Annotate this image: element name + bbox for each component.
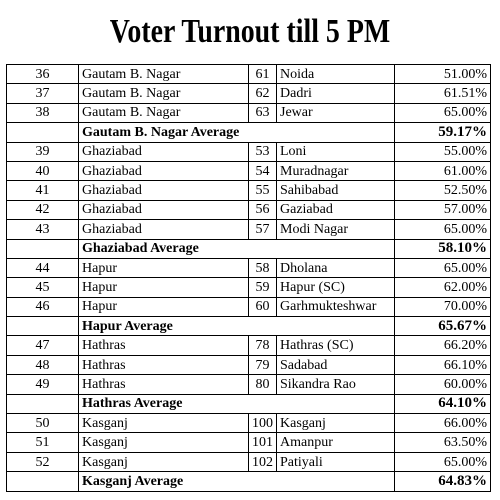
turnout-percentage: 70.00%: [395, 297, 491, 316]
district-name: Gautam B. Nagar: [79, 103, 249, 122]
serial-number: 50: [7, 414, 79, 433]
turnout-table-body: [7, 65, 491, 492]
constituency-number: 80: [249, 375, 277, 394]
constituency-row: [7, 336, 491, 355]
serial-number: 52: [7, 452, 79, 471]
constituency-row: [7, 103, 491, 122]
constituency-name: Garhmukteshwar: [277, 297, 395, 316]
constituency-name: Dholana: [277, 258, 395, 277]
blank-cell: [7, 123, 79, 142]
constituency-row: [7, 220, 491, 239]
district-name: Kasganj: [79, 433, 249, 452]
turnout-percentage: 57.00%: [395, 200, 491, 219]
constituency-row: [7, 297, 491, 316]
constituency-row: [7, 65, 491, 84]
turnout-percentage: 52.50%: [395, 181, 491, 200]
constituency-number: 60: [249, 297, 277, 316]
constituency-row: [7, 433, 491, 452]
serial-number: 43: [7, 220, 79, 239]
constituency-number: 53: [249, 142, 277, 161]
constituency-number: 62: [249, 84, 277, 103]
blank-cell: [7, 394, 79, 413]
page-title: Voter Turnout till 5 PM: [109, 13, 391, 50]
constituency-number: 61: [249, 65, 277, 84]
serial-number: 41: [7, 181, 79, 200]
serial-number: 37: [7, 84, 79, 103]
turnout-percentage: 60.00%: [395, 375, 491, 394]
district-name: Ghaziabad: [79, 161, 249, 180]
turnout-percentage: 55.00%: [395, 142, 491, 161]
district-name: Hathras: [79, 375, 249, 394]
blank-cell: [7, 472, 79, 491]
constituency-row: [7, 355, 491, 374]
constituency-number: 102: [249, 452, 277, 471]
serial-number: 36: [7, 65, 79, 84]
average-percentage: 58.10%: [395, 239, 491, 258]
constituency-number: 55: [249, 181, 277, 200]
district-name: Ghaziabad: [79, 200, 249, 219]
serial-number: 44: [7, 258, 79, 277]
constituency-number: 79: [249, 355, 277, 374]
serial-number: 49: [7, 375, 79, 394]
turnout-percentage: 51.00%: [395, 65, 491, 84]
constituency-row: [7, 84, 491, 103]
turnout-percentage: 65.00%: [395, 103, 491, 122]
district-name: Ghaziabad: [79, 220, 249, 239]
district-name: Hapur: [79, 297, 249, 316]
constituency-name: Hathras (SC): [277, 336, 395, 355]
constituency-row: [7, 200, 491, 219]
serial-number: 42: [7, 200, 79, 219]
constituency-number: 78: [249, 336, 277, 355]
average-percentage: 64.83%: [395, 472, 491, 491]
constituency-name: Noida: [277, 65, 395, 84]
average-label: Hathras Average: [79, 394, 395, 413]
constituency-name: Dadri: [277, 84, 395, 103]
district-name: Gautam B. Nagar: [79, 65, 249, 84]
serial-number: 45: [7, 278, 79, 297]
constituency-name: Hapur (SC): [277, 278, 395, 297]
average-percentage: 59.17%: [395, 123, 491, 142]
blank-cell: [7, 239, 79, 258]
turnout-percentage: 62.00%: [395, 278, 491, 297]
average-percentage: 65.67%: [395, 317, 491, 336]
constituency-row: [7, 181, 491, 200]
turnout-percentage: 61.51%: [395, 84, 491, 103]
constituency-row: [7, 375, 491, 394]
constituency-row: [7, 142, 491, 161]
serial-number: 51: [7, 433, 79, 452]
constituency-name: Gaziabad: [277, 200, 395, 219]
district-average-row: [7, 472, 491, 491]
turnout-percentage: 65.00%: [395, 258, 491, 277]
district-name: Kasganj: [79, 414, 249, 433]
constituency-row: [7, 414, 491, 433]
serial-number: 40: [7, 161, 79, 180]
constituency-name: Loni: [277, 142, 395, 161]
constituency-name: Kasganj: [277, 414, 395, 433]
constituency-row: [7, 452, 491, 471]
turnout-percentage: 66.00%: [395, 414, 491, 433]
turnout-percentage: 66.10%: [395, 355, 491, 374]
serial-number: 47: [7, 336, 79, 355]
constituency-row: [7, 161, 491, 180]
district-average-row: [7, 239, 491, 258]
serial-number: 39: [7, 142, 79, 161]
constituency-name: Amanpur: [277, 433, 395, 452]
turnout-percentage: 63.50%: [395, 433, 491, 452]
constituency-number: 59: [249, 278, 277, 297]
constituency-number: 101: [249, 433, 277, 452]
constituency-number: 100: [249, 414, 277, 433]
turnout-table: [6, 64, 491, 492]
turnout-percentage: 66.20%: [395, 336, 491, 355]
serial-number: 48: [7, 355, 79, 374]
constituency-name: Jewar: [277, 103, 395, 122]
district-name: Ghaziabad: [79, 142, 249, 161]
serial-number: 46: [7, 297, 79, 316]
constituency-name: Patiyali: [277, 452, 395, 471]
average-label: Kasganj Average: [79, 472, 395, 491]
turnout-percentage: 61.00%: [395, 161, 491, 180]
district-average-row: [7, 394, 491, 413]
turnout-percentage: 65.00%: [395, 452, 491, 471]
average-label: Hapur Average: [79, 317, 395, 336]
district-name: Ghaziabad: [79, 181, 249, 200]
district-average-row: [7, 123, 491, 142]
average-label: Ghaziabad Average: [79, 239, 395, 258]
constituency-number: 56: [249, 200, 277, 219]
constituency-number: 63: [249, 103, 277, 122]
district-name: Hathras: [79, 355, 249, 374]
district-name: Gautam B. Nagar: [79, 84, 249, 103]
district-name: Kasganj: [79, 452, 249, 471]
constituency-name: Muradnagar: [277, 161, 395, 180]
constituency-name: Sadabad: [277, 355, 395, 374]
constituency-name: Sahibabad: [277, 181, 395, 200]
district-name: Hapur: [79, 258, 249, 277]
average-percentage: 64.10%: [395, 394, 491, 413]
constituency-row: [7, 278, 491, 297]
average-label: Gautam B. Nagar Average: [79, 123, 395, 142]
district-average-row: [7, 317, 491, 336]
district-name: Hapur: [79, 278, 249, 297]
constituency-name: Modi Nagar: [277, 220, 395, 239]
blank-cell: [7, 317, 79, 336]
constituency-row: [7, 258, 491, 277]
constituency-number: 57: [249, 220, 277, 239]
turnout-percentage: 65.00%: [395, 220, 491, 239]
district-name: Hathras: [79, 336, 249, 355]
serial-number: 38: [7, 103, 79, 122]
constituency-number: 58: [249, 258, 277, 277]
constituency-number: 54: [249, 161, 277, 180]
constituency-name: Sikandra Rao: [277, 375, 395, 394]
